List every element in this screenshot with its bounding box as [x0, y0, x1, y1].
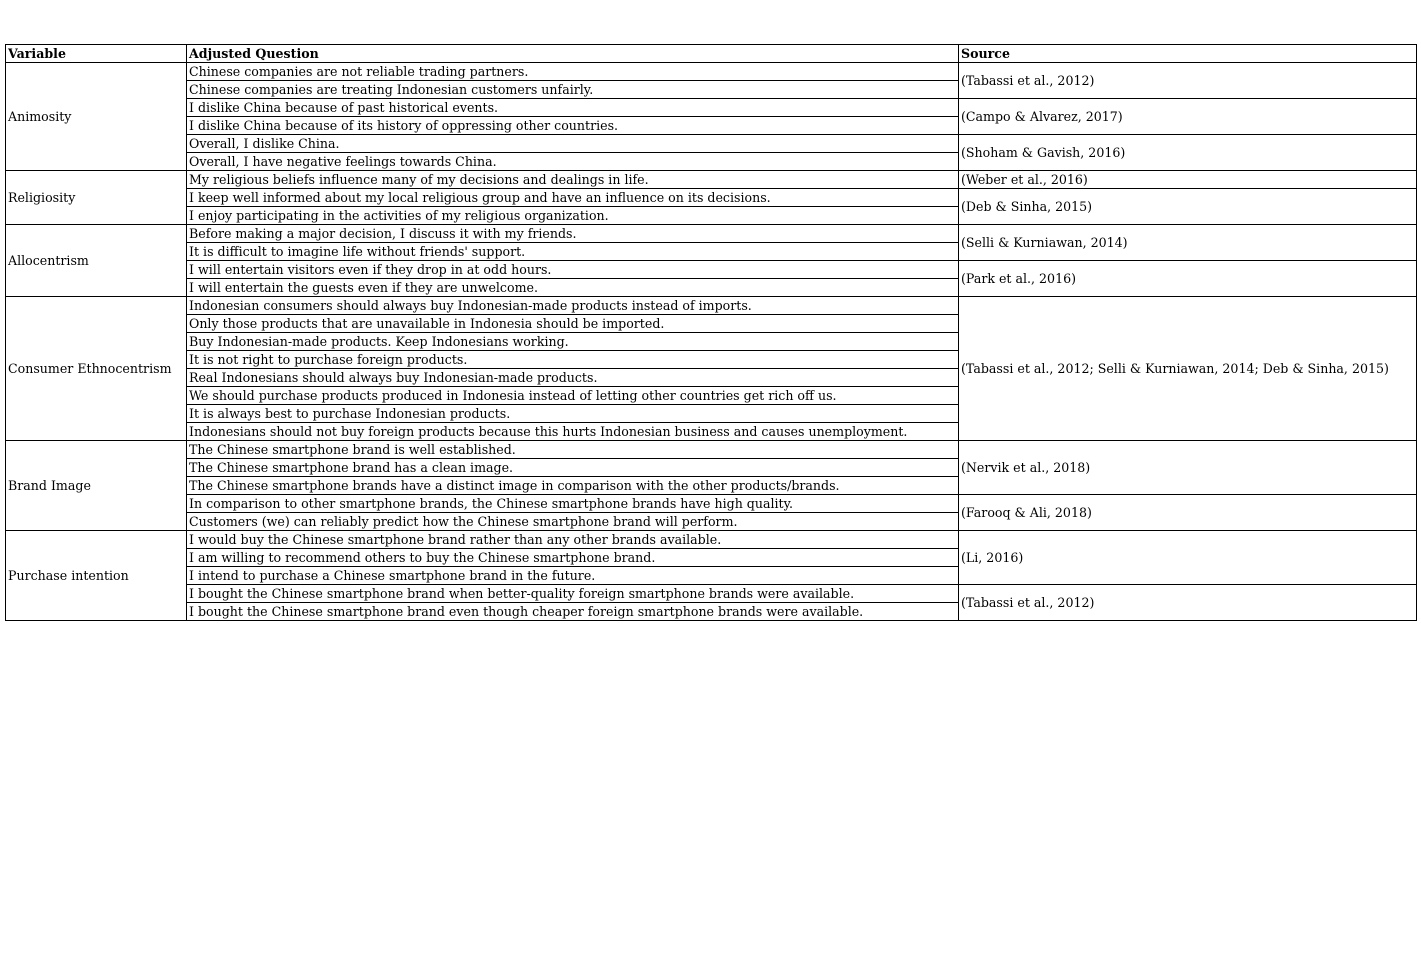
question-cell: The Chinese smartphone brand is well established.: [187, 441, 959, 459]
source-cell: (Park et al., 2016): [959, 261, 1417, 297]
question-cell: I bought the Chinese smartphone brand even though cheaper foreign smartphone brands were available.: [187, 603, 959, 621]
question-cell: I bought the Chinese smartphone brand when better-quality foreign smartphone brands were available.: [187, 585, 959, 603]
variable-cell: Purchase intention: [6, 531, 187, 621]
variable-cell: Brand Image: [6, 441, 187, 531]
question-cell: I will entertain the guests even if they are unwelcome.: [187, 279, 959, 297]
table-row: [6, 531, 1417, 549]
question-cell: I keep well informed about my local religious group and have an influence on its decisions.: [187, 189, 959, 207]
question-cell: Overall, I have negative feelings towards China.: [187, 153, 959, 171]
table-row: [6, 297, 1417, 315]
table-body: [6, 63, 1417, 621]
table-header-row: [6, 45, 1417, 63]
header-variable: Variable: [6, 45, 187, 63]
measurement-items-table: [5, 44, 1417, 621]
question-cell: Indonesian consumers should always buy Indonesian-made products instead of imports.: [187, 297, 959, 315]
question-cell: Before making a major decision, I discuss it with my friends.: [187, 225, 959, 243]
question-cell: I would buy the Chinese smartphone brand rather than any other brands available.: [187, 531, 959, 549]
question-cell: We should purchase products produced in Indonesia instead of letting other countries get rich off us.: [187, 387, 959, 405]
source-cell: (Tabassi et al., 2012): [959, 63, 1417, 99]
table-row: [6, 495, 1417, 513]
source-cell: (Deb & Sinha, 2015): [959, 189, 1417, 225]
table-row: [6, 225, 1417, 243]
question-cell: I dislike China because of its history of oppressing other countries.: [187, 117, 959, 135]
table-row: [6, 135, 1417, 153]
question-cell: The Chinese smartphone brand has a clean image.: [187, 459, 959, 477]
question-cell: The Chinese smartphone brands have a distinct image in comparison with the other products/brands.: [187, 477, 959, 495]
question-cell: Indonesians should not buy foreign products because this hurts Indonesian business and causes unemployment.: [187, 423, 959, 441]
question-cell: In comparison to other smartphone brands, the Chinese smartphone brands have high quality.: [187, 495, 959, 513]
source-cell: (Campo & Alvarez, 2017): [959, 99, 1417, 135]
variable-cell: Consumer Ethnocentrism: [6, 297, 187, 441]
table-row: [6, 189, 1417, 207]
question-cell: I dislike China because of past historical events.: [187, 99, 959, 117]
question-cell: Customers (we) can reliably predict how the Chinese smartphone brand will perform.: [187, 513, 959, 531]
question-cell: It is always best to purchase Indonesian products.: [187, 405, 959, 423]
table-row: [6, 63, 1417, 81]
question-cell: I enjoy participating in the activities of my religious organization.: [187, 207, 959, 225]
table-row: [6, 261, 1417, 279]
question-cell: Buy Indonesian-made products. Keep Indonesians working.: [187, 333, 959, 351]
question-cell: Only those products that are unavailable in Indonesia should be imported.: [187, 315, 959, 333]
source-cell: (Tabassi et al., 2012; Selli & Kurniawan, 2014; Deb & Sinha, 2015): [959, 297, 1417, 441]
variable-cell: Religiosity: [6, 171, 187, 225]
header-adjusted-question: Adjusted Question: [187, 45, 959, 63]
source-cell: (Farooq & Ali, 2018): [959, 495, 1417, 531]
source-cell: (Tabassi et al., 2012): [959, 585, 1417, 621]
question-cell: Real Indonesians should always buy Indonesian-made products.: [187, 369, 959, 387]
source-cell: (Weber et al., 2016): [959, 171, 1417, 189]
question-cell: Chinese companies are not reliable trading partners.: [187, 63, 959, 81]
question-cell: I will entertain visitors even if they drop in at odd hours.: [187, 261, 959, 279]
source-cell: (Shoham & Gavish, 2016): [959, 135, 1417, 171]
question-cell: It is not right to purchase foreign products.: [187, 351, 959, 369]
question-cell: I intend to purchase a Chinese smartphone brand in the future.: [187, 567, 959, 585]
source-cell: (Selli & Kurniawan, 2014): [959, 225, 1417, 261]
table-row: [6, 99, 1417, 117]
question-cell: It is difficult to imagine life without friends' support.: [187, 243, 959, 261]
table-row: [6, 585, 1417, 603]
table-row: [6, 441, 1417, 459]
variable-cell: Allocentrism: [6, 225, 187, 297]
question-cell: I am willing to recommend others to buy the Chinese smartphone brand.: [187, 549, 959, 567]
source-cell: (Li, 2016): [959, 531, 1417, 585]
question-cell: My religious beliefs influence many of my decisions and dealings in life.: [187, 171, 959, 189]
source-cell: (Nervik et al., 2018): [959, 441, 1417, 495]
header-source: Source: [959, 45, 1417, 63]
question-cell: Chinese companies are treating Indonesian customers unfairly.: [187, 81, 959, 99]
question-cell: Overall, I dislike China.: [187, 135, 959, 153]
table-row: [6, 171, 1417, 189]
variable-cell: Animosity: [6, 63, 187, 171]
